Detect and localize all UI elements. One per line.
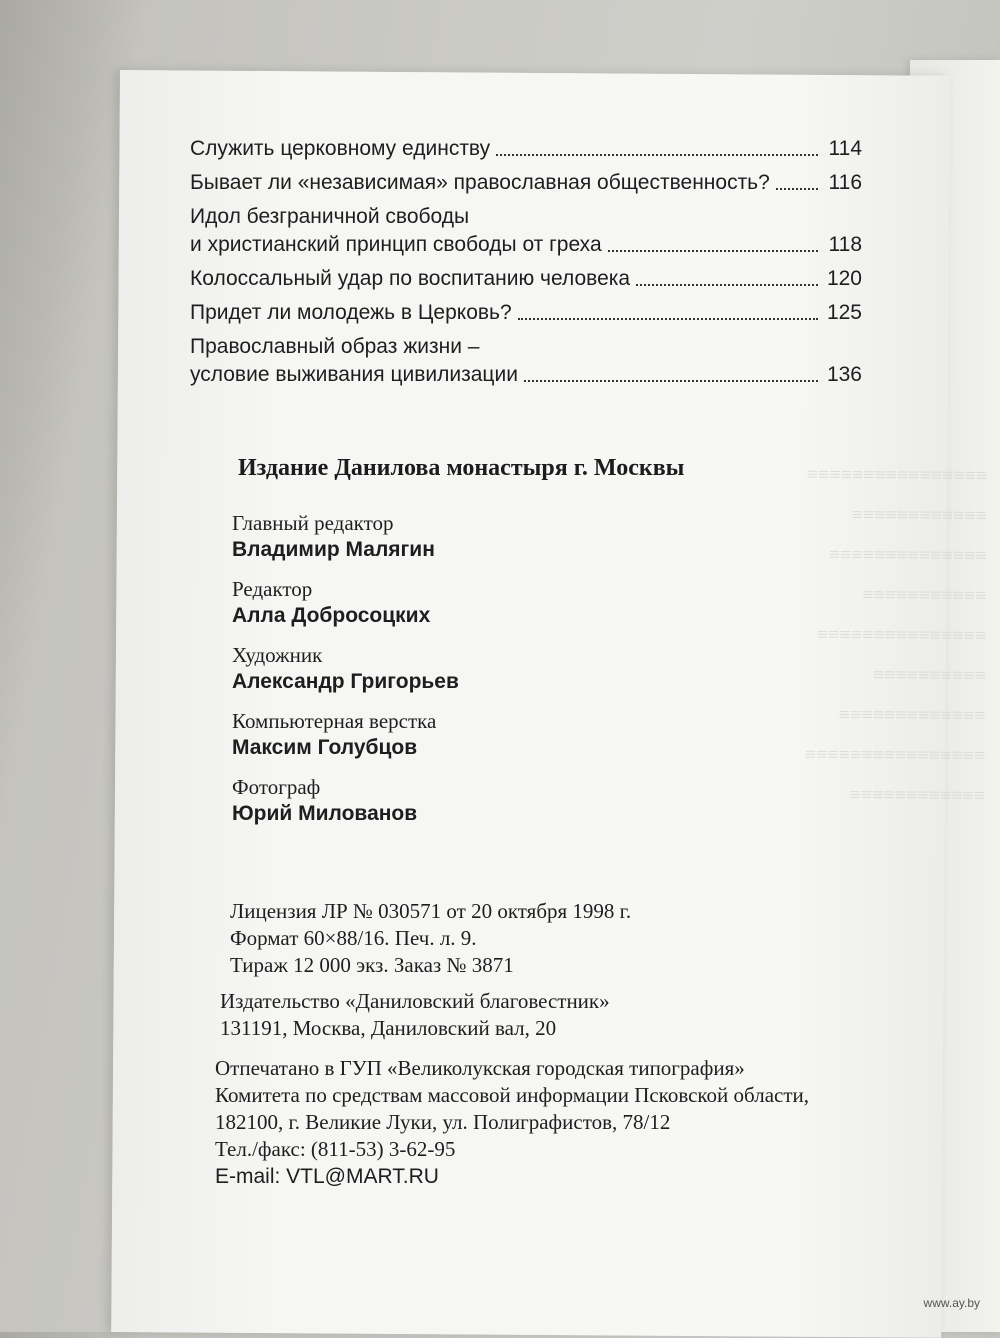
credit-entry [232,510,459,564]
printer-email: E-mail: VTL@MART.RU [215,1165,439,1188]
credit-entry [232,774,459,828]
credits-block [232,510,459,840]
credit-name: Александр Григорьев [232,670,459,693]
toc-title: Бывает ли «независимая» православная общественность? [190,171,770,194]
publisher-block [220,988,610,1042]
credit-name: Алла Добросоцких [232,604,431,627]
publisher-address: 131191, Москва, Даниловский вал, 20 [220,1016,557,1040]
toc-page: 118 [828,233,862,256]
toc-page: 125 [826,301,862,324]
toc-title: и христианский принцип свободы от греха [190,233,602,256]
credit-entry [232,642,459,696]
printer-line: Комитета по средствам массовой информации Псковской области, [215,1083,809,1107]
toc-page: 120 [826,267,862,290]
toc-leader [636,284,818,286]
toc-title: Придет ли молодежь в Церковь? [190,301,512,324]
printer-block [215,1055,809,1190]
toc-leader [524,380,818,382]
toc-item [190,299,862,327]
printer-line: Отпечатано в ГУП «Великолукская городская типография» [215,1056,745,1080]
toc-title: Идол безграничной свободы [190,205,470,228]
format-line: Формат 60×88/16. Печ. л. 9. [230,926,477,950]
toc-item [190,169,862,197]
toc-item [190,265,862,293]
credit-role: Редактор [232,577,313,601]
edition-heading: Издание Данилова монастыря г. Москвы [238,455,685,481]
toc-page: 116 [828,171,862,194]
bleed-through-text: ≡≡≡≡≡≡≡≡≡≡≡≡≡≡≡≡ ≡≡≡≡≡≡≡≡≡≡≡≡ ≡≡≡≡≡≡≡≡≡≡≡≡≡≡ ≡≡≡≡≡≡≡≡≡≡≡ ≡≡≡≡≡≡≡≡≡≡≡≡≡≡≡ ≡≡≡≡≡≡≡≡≡≡ ≡≡≡≡≡≡≡≡≡≡≡≡≡ ≡≡≡≡≡≡≡≡≡≡≡≡≡≡≡≡ ≡≡≡≡≡≡≡≡≡≡≡≡ [804,463,988,808]
printer-address: 182100, г. Великие Луки, ул. Полиграфистов, 78/12 [215,1110,671,1134]
toc-item [190,333,862,389]
toc-title: Колоссальный удар по воспитанию человека [190,267,631,290]
toc-leader [518,318,818,320]
credit-name: Юрий Милованов [232,802,418,825]
toc-leader [776,188,818,190]
toc-title: Православный образ жизни – [190,335,480,358]
credit-entry [232,708,459,762]
toc-page: 136 [826,363,862,386]
credit-name: Владимир Малягин [232,538,435,561]
credit-role: Компьютерная верстка [232,709,437,733]
toc-title: условие выживания цивилизации [190,363,518,386]
toc-item [190,203,862,259]
license-block [230,898,631,979]
credit-role: Художник [232,643,323,667]
credit-role: Главный редактор [232,511,394,535]
toc-item [190,135,862,163]
toc-leader [608,250,818,252]
credit-role: Фотограф [232,775,321,799]
print-run-line: Тираж 12 000 экз. Заказ № 3871 [230,953,514,977]
publisher-name: Издательство «Даниловский благовестник» [220,989,610,1013]
license-line: Лицензия ЛР № 030571 от 20 октября 1998 г. [230,899,632,923]
printer-phone: Тел./факс: (811-53) 3-62-95 [215,1137,456,1161]
watermark: www.ay.by [923,1296,980,1310]
toc-page: 114 [828,137,862,160]
toc-title: Служить церковному единству [190,137,491,160]
table-of-contents [190,135,862,395]
toc-leader [496,154,818,156]
credit-entry [232,576,459,630]
credit-name: Максим Голубцов [232,736,418,759]
